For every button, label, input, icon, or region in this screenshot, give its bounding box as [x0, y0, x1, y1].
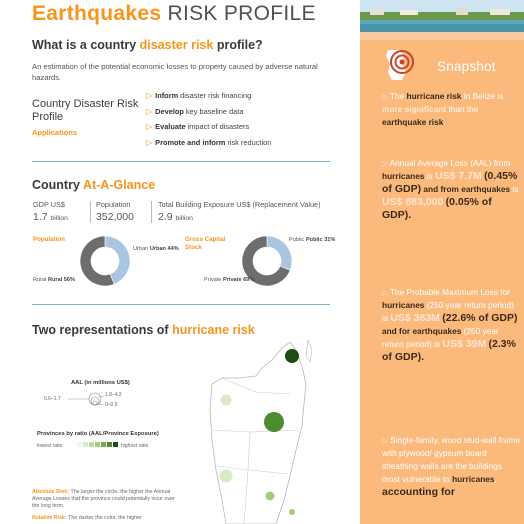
stat-unit: billion — [175, 215, 193, 222]
snapshot-text: (250 year return period) is — [382, 300, 514, 323]
profile-title: Country Disaster Risk Profile — [32, 98, 139, 123]
snapshot-big: (22.6% of GDP) — [442, 312, 518, 324]
application-bold: Develop — [155, 106, 184, 116]
application-rest: risk reduction — [227, 137, 272, 147]
aal-circle-toledo — [289, 509, 295, 515]
snapshot-bold: earthquakes — [412, 326, 462, 336]
ratio-swatch — [113, 442, 118, 447]
photo-building — [370, 9, 384, 15]
triangle-bullet-icon: ▷ — [382, 159, 388, 168]
caye-island — [306, 340, 312, 362]
page-title-accent: Earthquakes — [32, 2, 162, 25]
pie-label-category: Private — [204, 277, 222, 283]
snapshot-band — [360, 32, 524, 40]
aal-legend-value: 0–0.5 — [105, 402, 118, 408]
stat-number: 2.9 — [158, 211, 173, 223]
triangle-bullet-icon: ▷ — [146, 122, 153, 132]
ratio-legend-high: highest ratio — [121, 443, 149, 449]
snapshot-text: is — [426, 171, 433, 181]
snapshot-bold: and from — [423, 184, 459, 194]
triangle-bullet-icon: ▷ — [146, 137, 153, 147]
application-rest: disaster risk financing — [180, 91, 252, 101]
intro-text: An estimation of the potential economic losses to property caused by adverse natural hazards. — [32, 62, 318, 82]
snapshot-highlight: US$ 383M — [390, 312, 440, 324]
pie-label-text: Rural 56% — [47, 277, 75, 283]
snapshot-text: (250 year return period) is — [382, 326, 499, 349]
page-title-rest: RISK PROFILE — [167, 2, 316, 25]
pie-label-category: Public — [289, 237, 305, 243]
map-outline — [210, 342, 306, 524]
snapshot-text: in Belize is — [463, 91, 504, 101]
stat-number: 352,000 — [96, 211, 134, 223]
snapshot-highlight: more significant — [382, 104, 447, 114]
aal-circle-cayo — [220, 470, 233, 483]
photo-water — [360, 24, 524, 32]
pie-label-text: Urban 44% — [149, 246, 179, 252]
ratio-swatch — [83, 442, 88, 447]
snapshot-big: (2.3% of GDP) — [382, 338, 516, 363]
aal-legend-title: AAL (in millions US$) — [71, 380, 130, 386]
note-bold: Absolute Risk: — [32, 489, 70, 495]
snapshot-bold: hurricanes — [382, 300, 425, 310]
photo-building — [400, 10, 418, 15]
snapshot-text: Annual Average Loss (AAL) from — [389, 158, 511, 168]
snapshot-bold: earthquake risk — [382, 117, 444, 127]
triangle-bullet-icon: ▷ — [382, 288, 388, 297]
ratio-swatch — [77, 442, 82, 447]
ratio-swatch — [107, 442, 112, 447]
profile-subtitle: Applications — [32, 128, 78, 137]
snapshot-title: Snapshot — [437, 59, 496, 74]
ratio-swatch — [89, 442, 94, 447]
pie-label-category: Rural — [33, 277, 47, 283]
legend-bubble-large — [89, 393, 101, 405]
coastal-photo — [360, 0, 524, 32]
legend-leader-line — [99, 396, 104, 397]
pie-title-population: Population — [33, 236, 65, 243]
legend-bubble-small — [93, 401, 97, 405]
triangle-bullet-icon: ▷ — [146, 106, 153, 116]
triangle-bullet-icon: ▷ — [382, 92, 388, 101]
snapshot-big: (0.05% of GDP) — [382, 196, 492, 221]
photo-building — [490, 9, 510, 15]
snapshot-text: . — [421, 351, 424, 363]
snapshot-text: is — [512, 184, 519, 194]
note-text: The darker the color, the higher — [68, 515, 142, 521]
snapshot-text: . — [408, 209, 412, 221]
application-bold: Evaluate — [155, 122, 186, 132]
snapshot-bold: hurricane risk — [406, 91, 462, 101]
snapshot-bold: hurricanes — [452, 474, 495, 484]
intro-heading-end: profile? — [216, 38, 263, 52]
application-rest: impact of disasters — [187, 122, 250, 132]
stat-label: GDP US$ — [33, 200, 65, 209]
ratio-legend-title: Provinces by ratio (AAL/Province Exposure) — [37, 431, 159, 437]
pie-title-capital: Gross Capital Stock — [185, 236, 226, 251]
pie-label-text: Public 31% — [305, 237, 336, 243]
snapshot-big: (0.45% of GDP) — [382, 170, 518, 195]
snapshot-sidebar — [360, 0, 524, 524]
snapshot-big: accounting for — [382, 486, 455, 498]
glance-heading-accent: At-A-Glance — [82, 178, 156, 192]
application-bold: Inform — [155, 91, 179, 101]
snapshot-text: than the — [448, 104, 479, 114]
aal-legend-value: 0.6–1.7 — [44, 396, 61, 402]
application-rest: key baseline data — [185, 106, 244, 116]
ratio-swatch — [95, 442, 100, 447]
snapshot-highlight: US$ 883,000 — [382, 196, 444, 208]
snapshot-bold: and for — [382, 326, 411, 336]
aal-circle-orange-walk — [221, 395, 232, 406]
snapshot-paragraph-3 — [382, 286, 522, 364]
aal-circle-corozal — [285, 349, 299, 363]
glance-heading-start: Country — [32, 178, 80, 192]
triangle-bullet-icon: ▷ — [382, 436, 388, 445]
absolute-risk-note — [32, 489, 182, 510]
pie-label-text: Private 69% — [222, 277, 255, 283]
relative-risk-note — [32, 515, 182, 522]
note-bold: Relative Risk: — [32, 515, 67, 521]
stat-label: Total Building Exposure US$ (Replacement Value) — [158, 200, 321, 209]
intro-heading-start: What is a country — [32, 38, 137, 52]
snapshot-text: , — [494, 474, 497, 484]
aal-circle-belize — [264, 412, 284, 432]
column-gutter — [352, 0, 360, 524]
snapshot-highlight: US$ 7.7M — [435, 170, 482, 182]
note-text: The larger the circle, the higher the Annual Average Losses that the province could potentially incur over the long term. — [32, 489, 175, 509]
snapshot-bold: earthquakes — [461, 184, 511, 194]
snapshot-paragraph-1 — [382, 90, 522, 129]
snapshot-paragraph-2 — [382, 157, 522, 222]
target-center — [400, 60, 405, 65]
stat-label: Population — [96, 200, 131, 209]
snapshot-highlight: US$ 39M — [442, 338, 487, 350]
application-bold: Promote and inform — [155, 137, 226, 147]
snapshot-text: The — [389, 91, 405, 101]
maps-heading-accent: hurricane risk — [172, 323, 255, 337]
snapshot-text: Single-family, wood stud-wall frame with plywood/ gypsum board sheathing walls are the buildings most vulnerable to — [382, 435, 520, 484]
ratio-swatch — [101, 442, 106, 447]
pie-label-category: Urban — [133, 246, 149, 252]
snapshot-text: . — [443, 117, 446, 127]
photo-building — [456, 8, 468, 15]
stat-unit: billion — [50, 215, 68, 222]
aal-legend-value: 1.8–4.2 — [105, 392, 122, 398]
triangle-bullet-icon: ▷ — [146, 91, 153, 101]
snapshot-paragraph-4 — [382, 434, 522, 499]
stat-number: 1.7 — [33, 211, 48, 223]
snapshot-bold: hurricanes — [382, 171, 425, 181]
snapshot-text: The Probable Maximum Loss for — [389, 287, 510, 297]
ratio-legend-low: lowest ratio — [37, 443, 63, 449]
maps-heading-start: Two representations of — [32, 323, 169, 337]
intro-heading-accent: disaster risk — [139, 38, 214, 52]
aal-circle-stann-creek — [266, 492, 275, 501]
target-map-icon — [374, 44, 432, 84]
